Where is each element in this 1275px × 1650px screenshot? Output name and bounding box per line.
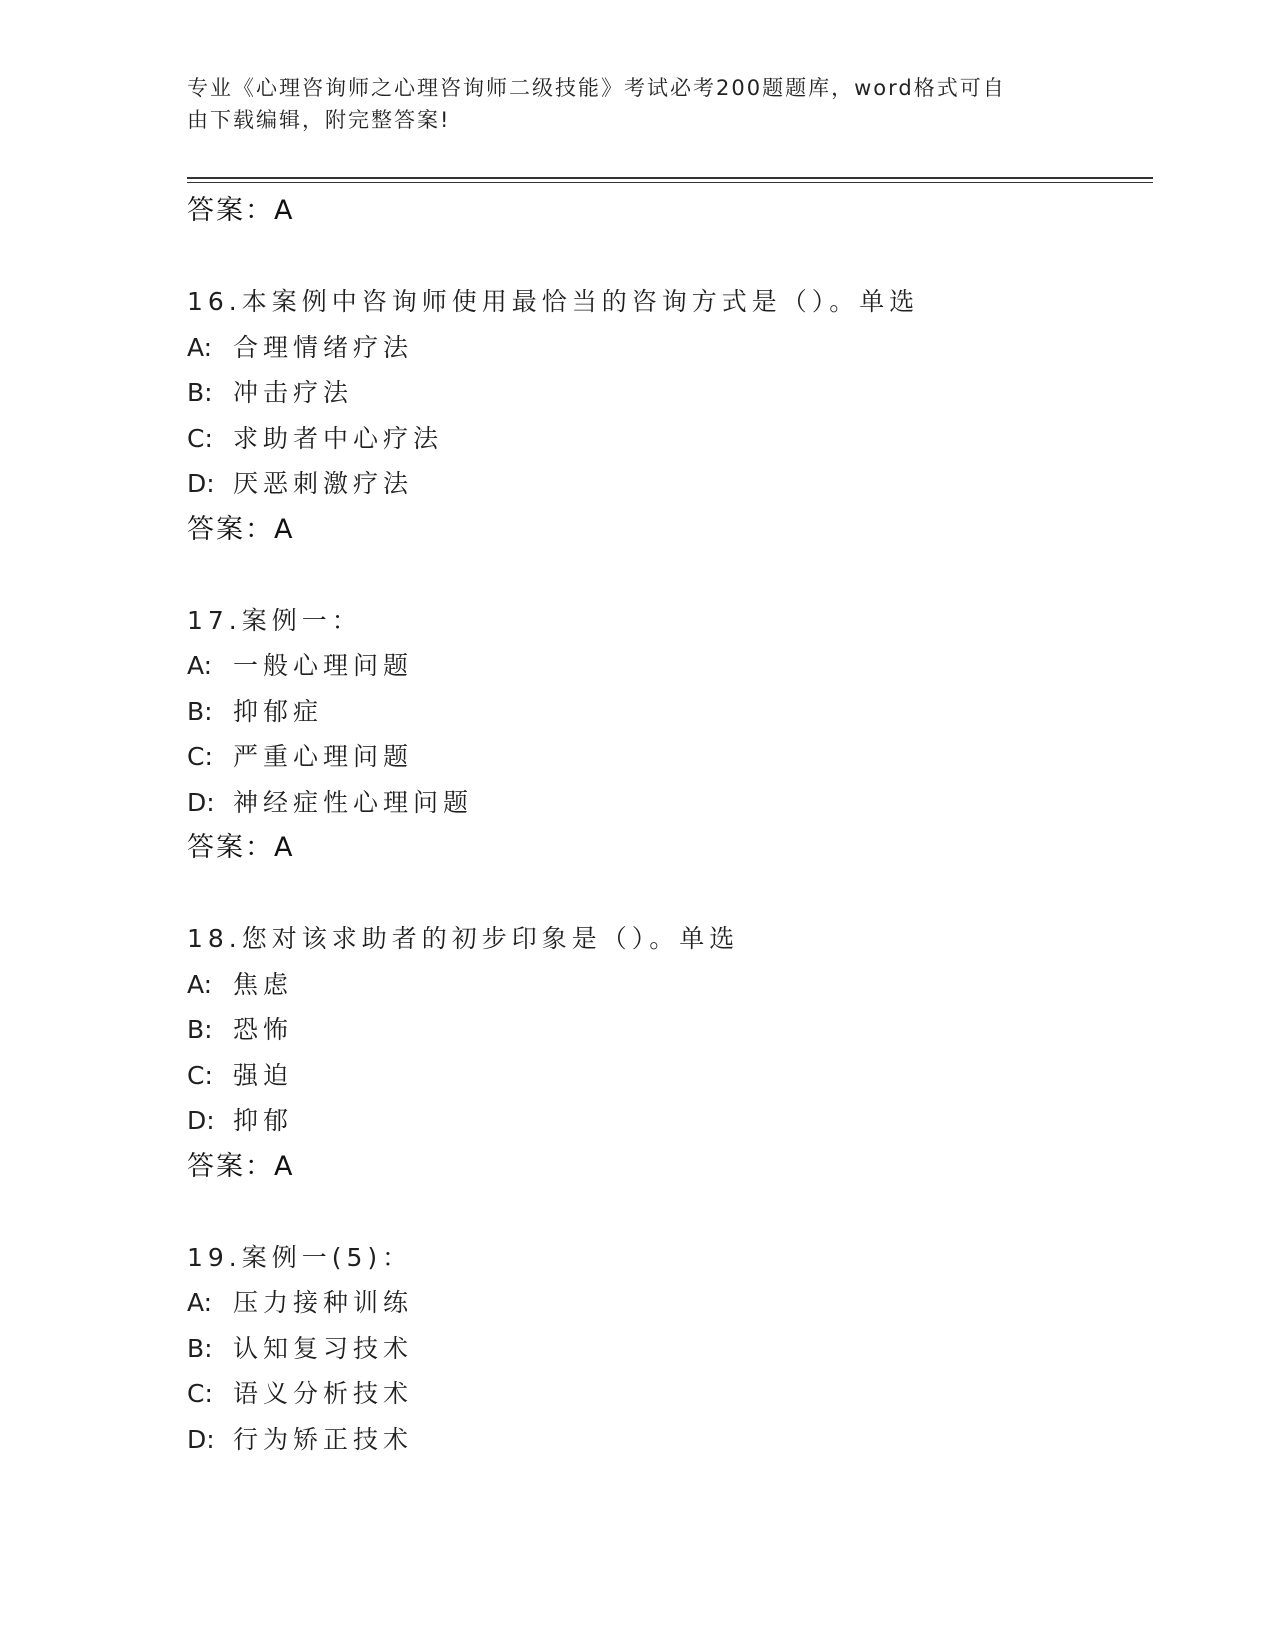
option-label: B:	[187, 696, 213, 726]
option-label: B:	[187, 1333, 213, 1363]
option-b	[187, 1007, 1147, 1053]
question-18	[187, 916, 1147, 1189]
option-text: 冲击疗法	[233, 378, 354, 407]
option-label: A:	[187, 1288, 213, 1317]
option-text: 求助者中心疗法	[233, 423, 444, 453]
option-text: 恐怖	[233, 1015, 294, 1044]
option-a	[187, 962, 1147, 1008]
question-title: 17.案例一：	[187, 605, 362, 635]
option-c	[187, 734, 1147, 780]
option-label: D:	[187, 1424, 215, 1454]
option-c	[187, 1053, 1147, 1099]
option-label: C:	[187, 742, 213, 771]
option-text: 合理情绪疗法	[233, 332, 414, 362]
option-label: A:	[187, 969, 213, 999]
previous-answer: 答案：A	[187, 195, 295, 226]
option-label: C:	[187, 1379, 213, 1408]
question-16	[187, 279, 1147, 552]
header-divider-thin	[187, 182, 1153, 183]
option-label: D:	[187, 469, 215, 498]
header-divider-thick	[187, 177, 1153, 179]
option-a	[187, 325, 1147, 371]
option-label: D:	[187, 1106, 215, 1135]
option-text: 一般心理问题	[233, 651, 414, 680]
question-19	[187, 1235, 1147, 1463]
option-d	[187, 1098, 1147, 1144]
option-label: C:	[187, 423, 213, 453]
option-text: 抑郁症	[233, 696, 324, 726]
option-text: 强迫	[233, 1060, 294, 1090]
option-b	[187, 689, 1147, 735]
option-label: B:	[187, 378, 213, 407]
option-c	[187, 1371, 1147, 1417]
option-text: 压力接种训练	[233, 1288, 414, 1317]
option-label: A:	[187, 332, 213, 362]
header-line-2: 由下载编辑，附完整答案!	[187, 108, 451, 132]
option-text: 厌恶刺激疗法	[233, 469, 414, 498]
question-title: 18.您对该求助者的初步印象是（）。单选	[187, 924, 740, 953]
option-d	[187, 1417, 1147, 1463]
spacer	[187, 234, 1147, 280]
option-b	[187, 370, 1147, 416]
answer: 答案：A	[187, 1150, 295, 1182]
option-label: C:	[187, 1060, 213, 1090]
option-text: 焦虑	[233, 969, 294, 999]
spacer	[187, 871, 1147, 917]
option-d	[187, 461, 1147, 507]
option-text: 严重心理问题	[233, 742, 414, 771]
option-text: 语义分析技术	[233, 1379, 414, 1408]
option-a	[187, 643, 1147, 689]
document-header	[187, 72, 1067, 136]
option-a	[187, 1280, 1147, 1326]
option-label: B:	[187, 1015, 213, 1044]
answer: 答案：A	[187, 832, 295, 863]
spacer	[187, 552, 1147, 598]
option-b	[187, 1326, 1147, 1372]
option-text: 认知复习技术	[233, 1333, 414, 1363]
question-17	[187, 598, 1147, 871]
question-title: 16.本案例中咨询师使用最恰当的咨询方式是（）。单选	[187, 287, 920, 316]
option-text: 行为矫正技术	[233, 1424, 414, 1454]
option-text: 神经症性心理问题	[233, 787, 474, 817]
option-label: D:	[187, 787, 215, 817]
answer: 答案：A	[187, 513, 295, 545]
option-text: 抑郁	[233, 1106, 294, 1135]
option-label: A:	[187, 651, 213, 680]
option-c	[187, 416, 1147, 462]
header-line-1: 专业《心理咨询师之心理咨询师二级技能》考试必考200题题库，word格式可自	[187, 76, 1006, 100]
option-d	[187, 780, 1147, 826]
question-title: 19.案例一(5)：	[187, 1242, 413, 1272]
question-list	[187, 188, 1147, 1462]
spacer	[187, 1189, 1147, 1235]
